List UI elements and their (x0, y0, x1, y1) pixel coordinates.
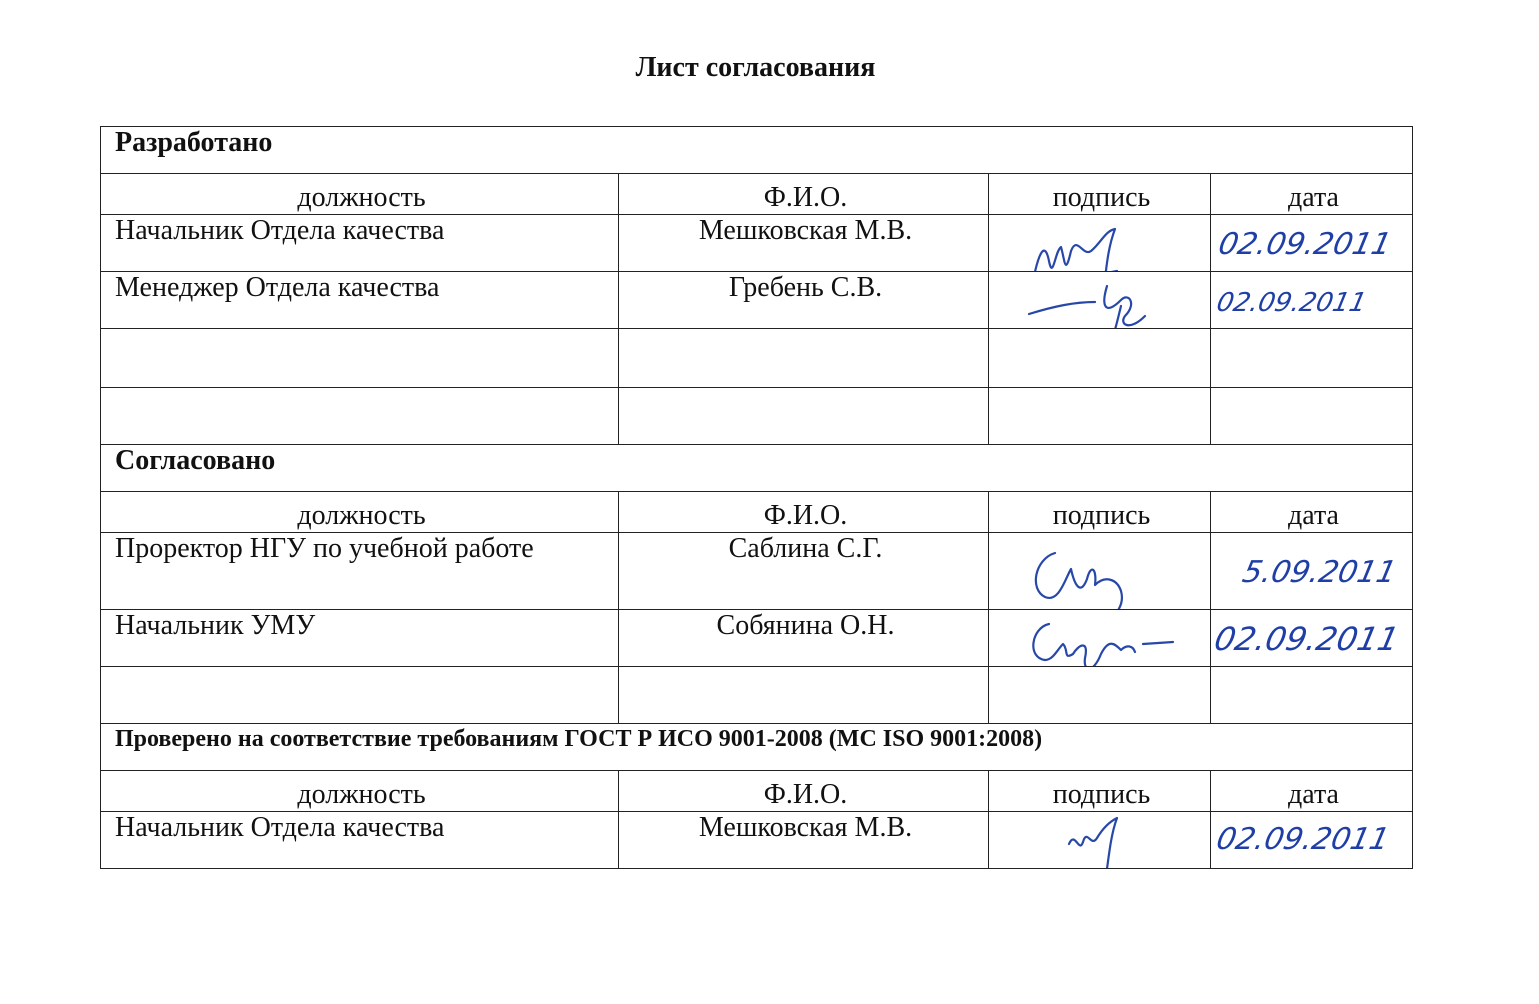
signature-cell (989, 610, 1211, 667)
empty-cell (1211, 329, 1413, 388)
date-cell (1211, 272, 1413, 329)
name-cell: Мешковская М.В. (619, 812, 989, 869)
empty-cell (989, 667, 1211, 724)
section-heading-checked: Проверено на соответствие требованиям ГОСТ Р ИСО 9001-2008 (МС ISO 9001:2008) (101, 724, 1413, 771)
empty-cell (101, 667, 619, 724)
column-header-position: должность (101, 174, 619, 215)
empty-cell (989, 388, 1211, 445)
handwritten-date: 02.09.2011 (1215, 227, 1395, 262)
position-cell: Начальник Отдела качества (101, 812, 619, 869)
handwritten-signature (1025, 276, 1165, 329)
table-row (101, 610, 1413, 667)
handwritten-signature (1025, 221, 1135, 272)
handwritten-signature (1023, 614, 1183, 667)
column-header-row (101, 174, 1413, 215)
handwritten-signature (1039, 814, 1139, 869)
approval-table (100, 126, 1413, 869)
handwritten-date: 02.09.2011 (1211, 620, 1403, 658)
column-header-position: должность (101, 492, 619, 533)
date-cell (1211, 610, 1413, 667)
position-cell: Начальник Отдела качества (101, 215, 619, 272)
table-row (101, 533, 1413, 610)
column-header-name: Ф.И.О. (619, 174, 989, 215)
column-header-signature: подпись (989, 771, 1211, 812)
table-row (101, 812, 1413, 869)
date-cell (1211, 533, 1413, 610)
column-header-row (101, 771, 1413, 812)
handwritten-signature (1025, 539, 1145, 610)
table-row (101, 329, 1413, 388)
signature-cell (989, 215, 1211, 272)
empty-cell (101, 329, 619, 388)
column-header-name: Ф.И.О. (619, 492, 989, 533)
column-header-row (101, 492, 1413, 533)
column-header-name: Ф.И.О. (619, 771, 989, 812)
handwritten-date: 5.09.2011 (1239, 555, 1400, 590)
table-row (101, 215, 1413, 272)
position-cell: Начальник УМУ (101, 610, 619, 667)
empty-cell (619, 388, 989, 445)
section-heading-agreed: Согласовано (101, 445, 1413, 492)
column-header-position: должность (101, 771, 619, 812)
column-header-date: дата (1211, 492, 1413, 533)
empty-cell (989, 329, 1211, 388)
name-cell: Саблина С.Г. (619, 533, 989, 610)
section-heading-developed: Разработано (101, 127, 1413, 174)
empty-cell (1211, 667, 1413, 724)
name-cell: Собянина О.Н. (619, 610, 989, 667)
empty-cell (619, 329, 989, 388)
date-cell (1211, 215, 1413, 272)
signature-cell (989, 812, 1211, 869)
signature-cell (989, 272, 1211, 329)
page-title: Лист согласования (635, 52, 876, 83)
date-cell (1211, 812, 1413, 869)
position-cell: Проректор НГУ по учебной работе (101, 533, 619, 610)
column-header-date: дата (1211, 174, 1413, 215)
column-header-date: дата (1211, 771, 1413, 812)
handwritten-date: 02.09.2011 (1213, 288, 1370, 318)
empty-cell (101, 388, 619, 445)
name-cell: Гребень С.В. (619, 272, 989, 329)
table-row (101, 272, 1413, 329)
table-row (101, 388, 1413, 445)
table-row (101, 667, 1413, 724)
column-header-signature: подпись (989, 174, 1211, 215)
empty-cell (1211, 388, 1413, 445)
handwritten-date: 02.09.2011 (1213, 822, 1393, 857)
empty-cell (619, 667, 989, 724)
position-cell: Менеджер Отдела качества (101, 272, 619, 329)
name-cell: Мешковская М.В. (619, 215, 989, 272)
signature-cell (989, 533, 1211, 610)
column-header-signature: подпись (989, 492, 1211, 533)
